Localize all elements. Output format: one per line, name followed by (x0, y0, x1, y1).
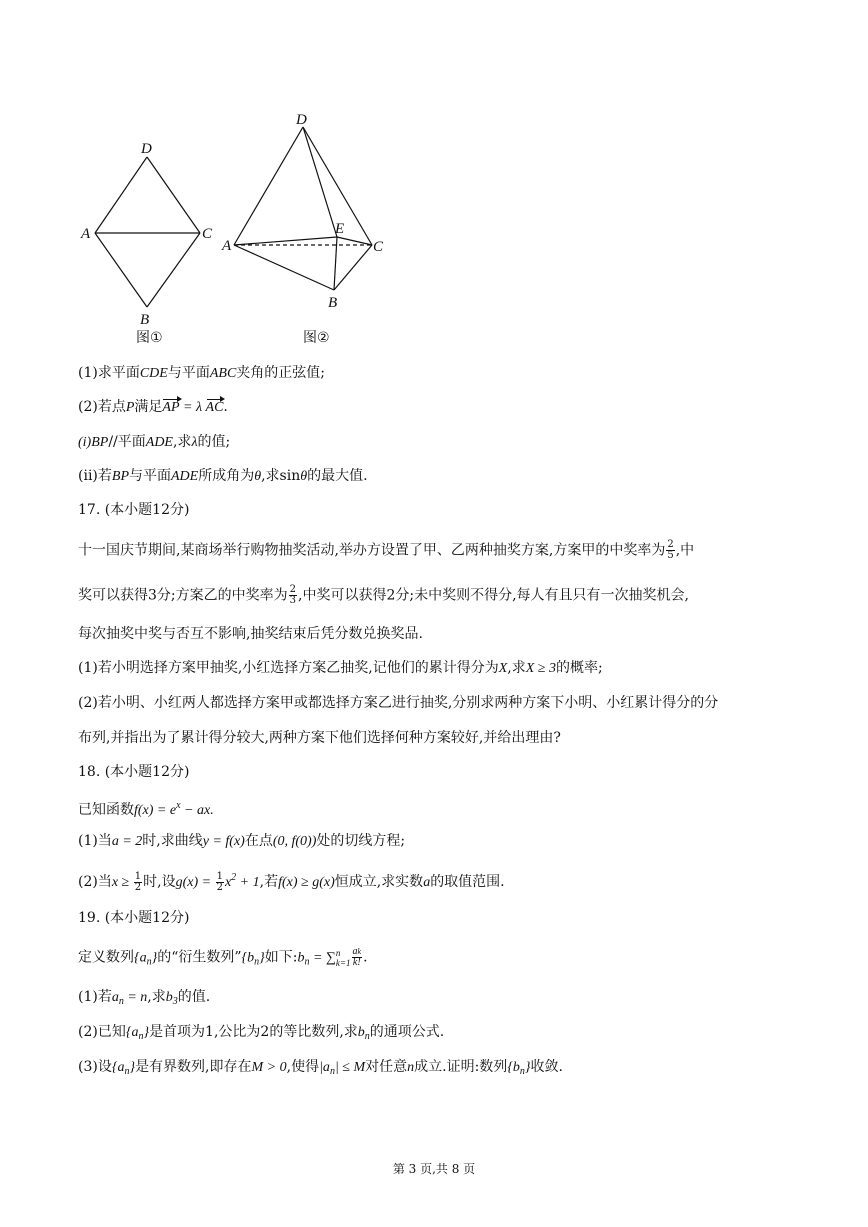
q17-para-3: 每次抽奖中奖与否互不影响,抽奖结束后凭分数兑换奖品. (78, 626, 423, 642)
edge-cb-1 (147, 233, 200, 307)
fraction-1-2-b: $\frac{1}{2}$ (216, 870, 223, 893)
fraction-2-3: $\frac{2}{3}$ (289, 584, 296, 606)
q18-heading: 18. (本小题12分) (78, 764, 190, 780)
figure-2 (234, 127, 372, 290)
label-b2: B (328, 295, 338, 311)
q16-part2-ii: (ii)若BP与平面ADE所成角为θ,求sinθ的最大值. (78, 468, 368, 484)
label-d1: D (141, 141, 152, 157)
geometry-figure-svg (70, 100, 410, 360)
label-a1: A (81, 226, 91, 242)
edge-dc-1 (147, 157, 200, 233)
q18-stem: 已知函数$f(x) = e^x$ − ax. (78, 800, 214, 818)
fraction-ak-kfact: $\frac{ak}{k!}$ (352, 946, 362, 968)
edge-de-2 (303, 127, 337, 237)
label-c1: C (202, 226, 213, 242)
label-d2: D (296, 112, 307, 128)
q16-part2: (2)若点P满足AP = λ AC. (78, 397, 228, 418)
edge-ab-1 (95, 233, 147, 307)
caption-figure-2: 图② (303, 330, 330, 346)
label-b1: B (140, 312, 150, 328)
edge-ec-2 (337, 237, 372, 245)
edge-cb-2 (334, 245, 372, 290)
edge-da-2 (234, 127, 303, 245)
page-footer: 第 3 页,共 8 页 (392, 1162, 476, 1176)
q17-part1: (1)若小明选择方案甲抽奖,小红选择方案乙抽奖,记他们的累计得分为X,求X ≥ 3的概率; (78, 660, 603, 676)
edge-ab-2 (234, 245, 334, 290)
label-c2: C (373, 239, 384, 255)
fraction-2-5: $\frac{2}{5}$ (667, 539, 674, 561)
figure-1 (95, 157, 200, 307)
label-a2: A (222, 238, 232, 254)
q19-part2: (2)已知$\{a_n\}$是首项为1,公比为2的等比数列,求$b_n$的通项公式. (78, 1024, 445, 1042)
label-e2: E (335, 221, 345, 237)
q16-part2-i: (i)BP//平面ADE,求λ的值; (78, 434, 231, 450)
fraction-1-2: $\frac{1}{2}$ (134, 870, 142, 893)
q19-heading: 19. (本小题12分) (78, 910, 190, 926)
q18-part1: (1)当a = 2时,求曲线y = f(x)在点(0, f(0))处的切线方程; (78, 833, 406, 849)
q19-part1: (1)若$a_n = n$,求$b_3$的值. (78, 989, 211, 1007)
q17-para-2: 奖可以获得3分;方案乙的中奖率为 $\frac{2}{3}$ ,中奖可以获得2分;未中奖则不得分,每人有且只有一次抽奖机会, (78, 584, 689, 606)
q18-part2: (2)当x ≥ $\frac{1}{2}$ 时,设g(x) = $\frac{1}{2}$ $x^2 + 1$,若f(x) ≥ g(x)恒成立,求实数a的取值范围. (78, 870, 505, 893)
q17-part2-line2: 布列,并指出为了累计得分较大,两种方案下他们选择何种方案较好,并给出理由? (78, 730, 561, 746)
q16-part1: (1)求平面CDE与平面ABC夹角的正弦值; (78, 365, 326, 381)
q19-part3: (3)设$\{a_n\}$是有界数列,即存在M > 0,使得$|a_n| \le M$对任意n成立.证明:数列$\{b_n\}$收敛. (78, 1059, 563, 1077)
caption-figure-1: 图① (136, 330, 163, 346)
q19-stem: 定义数列$\{a_n\}$的“衍生数列$”\{b_n\}$如下$:b_n$ = ∑ n k=1 $\frac{ak}{k!}$ . (78, 946, 368, 968)
q17-heading: 17. (本小题12分) (78, 502, 190, 518)
q17-para-1: 十一国庆节期间,某商场举行购物抽奖活动,举办方设置了甲、乙两种抽奖方案,方案甲的中奖率为 $\frac{2}{5}$ ,中 (78, 539, 695, 561)
q17-part2-line1: (2)若小明、小红两人都选择方案甲或都选择方案乙进行抽奖,分别求两种方案下小明、小红累计得分的分 (78, 695, 719, 711)
geometry-figure (70, 100, 410, 360)
edge-da-1 (95, 157, 147, 233)
edge-ae-2 (234, 237, 337, 245)
